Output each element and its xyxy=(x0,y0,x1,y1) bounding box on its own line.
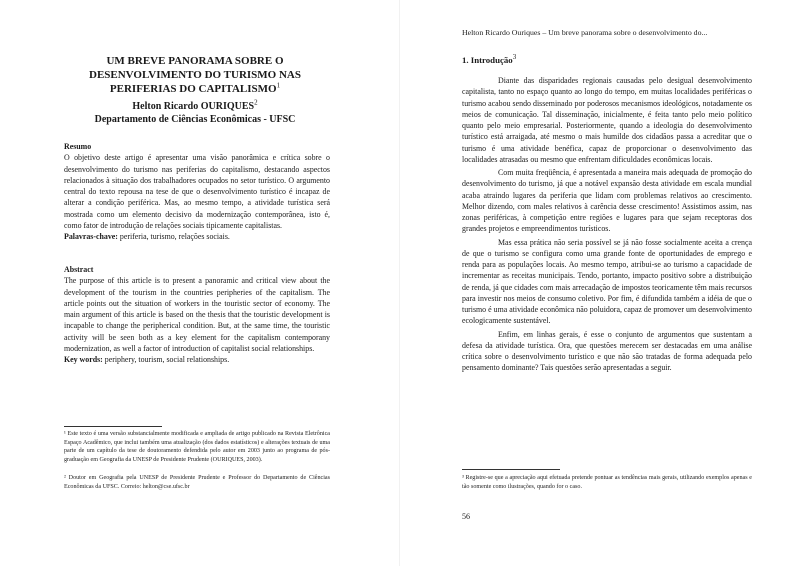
paragraph: Enfim, em linhas gerais, é esse o conjunto de argumentos que sustentam a defesa da atividade turística. Ora, que questões merecem ser destacadas em uma análise crítica sobre o desenvolvimento turístico e que não são tratadas de forma adequada pelo pensamento dominante? Tais questões serão apresentadas a seguir. xyxy=(462,329,752,373)
author-block xyxy=(60,100,330,126)
footnote-1: ¹ Este texto é uma versão substancialmente modificada e ampliada de artigo publicado na Revista Eletrônica Espaço Acadêmico, que inclui também uma atualização (dos dados estatísticos) e alterações textuais de uma parte de um capítulo da tese de doutoramento defendida pelo autor em 2003 junto ao programa de pós-graduação em Geografia da UNESP de Presidente Prudente (OURIQUES, 2003). xyxy=(64,431,330,463)
keywords-value: periferia, turismo, relações sociais. xyxy=(117,232,230,242)
abstract-keywords xyxy=(64,354,330,365)
article-title: UM BREVE PANORAMA SOBRE O DESENVOLVIMENTO DO TURISMO NAS PERIFERIAS DO CAPITALISMO$^1$ xyxy=(89,55,301,95)
title-footnote-marker: 1 xyxy=(276,81,281,90)
paragraph: Diante das disparidades regionais causadas pelo desigual desenvolvimento capitalista, tanto no espaço quanto ao longo do tempo, em muitas localidades periféricas o turismo acabou sendo disseminado por poderosos mecanismos ideológicos, notadamente os meios de comunicação. Tal disseminação, inicialmente, é feita tanto pelo meio político quanto pelo meio empresarial. Posteriormente, quando a ideologia do desenvolvimento turístico está arraigada, até mesmo o mais humilde dos cidadãos passa a acreditar que o turismo é uma atividade benéfica, capaz de proporcionar o desenvolvimento das localidades atrasadas ou mesmo que enfrentam dificuldades econômicas locais. xyxy=(462,76,752,164)
running-head: Helton Ricardo Ouriques – Um breve panorama sobre o desenvolvimento do... xyxy=(462,28,708,37)
page-number: 56 xyxy=(462,512,470,521)
footnote-separator-right xyxy=(462,469,560,470)
abstract-text: The purpose of this article is to present a panoramic and critical view about the development of the tourism in the countries peripheries of the capitalism. The article points out the situation of workers in the touristic sector of economy. The main argument of this article is based on the thesis that the touristic development is incapable to change the peripherical condition. But, at the same time, the touristic activity will be seen both as a key element for the capitalism contemporany modernization, as well a factor of introduction of capitalist social relationships. xyxy=(64,276,330,354)
author-footnote-marker: 2 xyxy=(254,98,258,107)
key-words-value: periphery, tourism, social relationships. xyxy=(102,355,230,365)
paragraph: Mas essa prática não seria possível se já não fosse socialmente aceita a crença de que o turismo se configura como uma grande fonte de oportunidades de emprego e renda para as populações locais. Ao mesmo tempo, atribui-se ao turismo a capacidade de incrementar as receitas municipais. Tendo, portanto, impacto positivo sobre a distribuição de renda, já que cidades com mais arrecadação de impostos teoricamente têm mais recursos para investir nos meios de consumo coletivo. Por fim, é difundida também a idéia de que o turismo é uma atividade econômica não poluidora, capaz de promover um desenvolvimento ecologicamente sustentável. xyxy=(462,237,752,326)
abstract-heading: Abstract xyxy=(64,265,94,274)
abstract-section xyxy=(64,264,330,366)
resumo-text: O objetivo deste artigo é apresentar uma visão panorâmica e crítica sobre o desenvolvimento do turismo nas periferias do capitalismo, destacando aspectos relacionados à situação dos trabalhadores ocupados no setor turístico. O argumento central do texto repousa na tese de que o desenvolvimento turístico é incapaz de alterar a condição periférica. Mas, ao mesmo tempo, a atividade turística será mostrada como um elemento decisivo da modernização contemporânea, isto é, como fator de introdução de relações sociais tipicamente capitalistas. xyxy=(64,153,330,231)
paragraph: Com muita freqüência, é apresentada a maneira mais adequada de promoção do desenvolvimento do turismo, já que a notável expansão desta atividade em escala mundial acaba atraindo lugares da periferia que lidam com problemas relativos ao crescimento. Melhor dizendo, com males relativos à carência desse crescimento! Assistimos assim, nas zonas periféricas, à competição entre regiões e lugares para que sejam receptoras dos grandes projetos e empreendimentos turísticos. xyxy=(462,168,752,234)
footnote-separator xyxy=(64,426,162,427)
author-department: Departamento de Ciências Econômicas - UFSC xyxy=(94,114,296,125)
section-title: 1. Introdução$^3$ xyxy=(462,53,517,65)
footnote-2: ² Doutor em Geografia pela UNESP de Presidente Prudente e Professor do Departamento de Ciências Econômicas da UFSC. Correio: helton@cse.ufsc.br xyxy=(64,475,330,490)
resumo-section xyxy=(64,141,330,243)
resumo-keywords xyxy=(64,231,330,242)
keywords-label: Palavras-chave: xyxy=(64,232,118,242)
introduction-body xyxy=(462,75,752,376)
author-name: Helton Ricardo OURIQUES$^2$ xyxy=(132,98,258,112)
section-footnote-marker: 3 xyxy=(512,53,517,62)
key-words-label: Key words: xyxy=(64,355,103,365)
resumo-heading: Resumo xyxy=(64,142,92,151)
footnote-3: ³ Registre-se que a apreciação aqui efetuada pretende pontuar as tendências mais gerais, utilizando exemplos apenas e tão somente como ilustrações, quando for o caso. xyxy=(462,475,752,490)
